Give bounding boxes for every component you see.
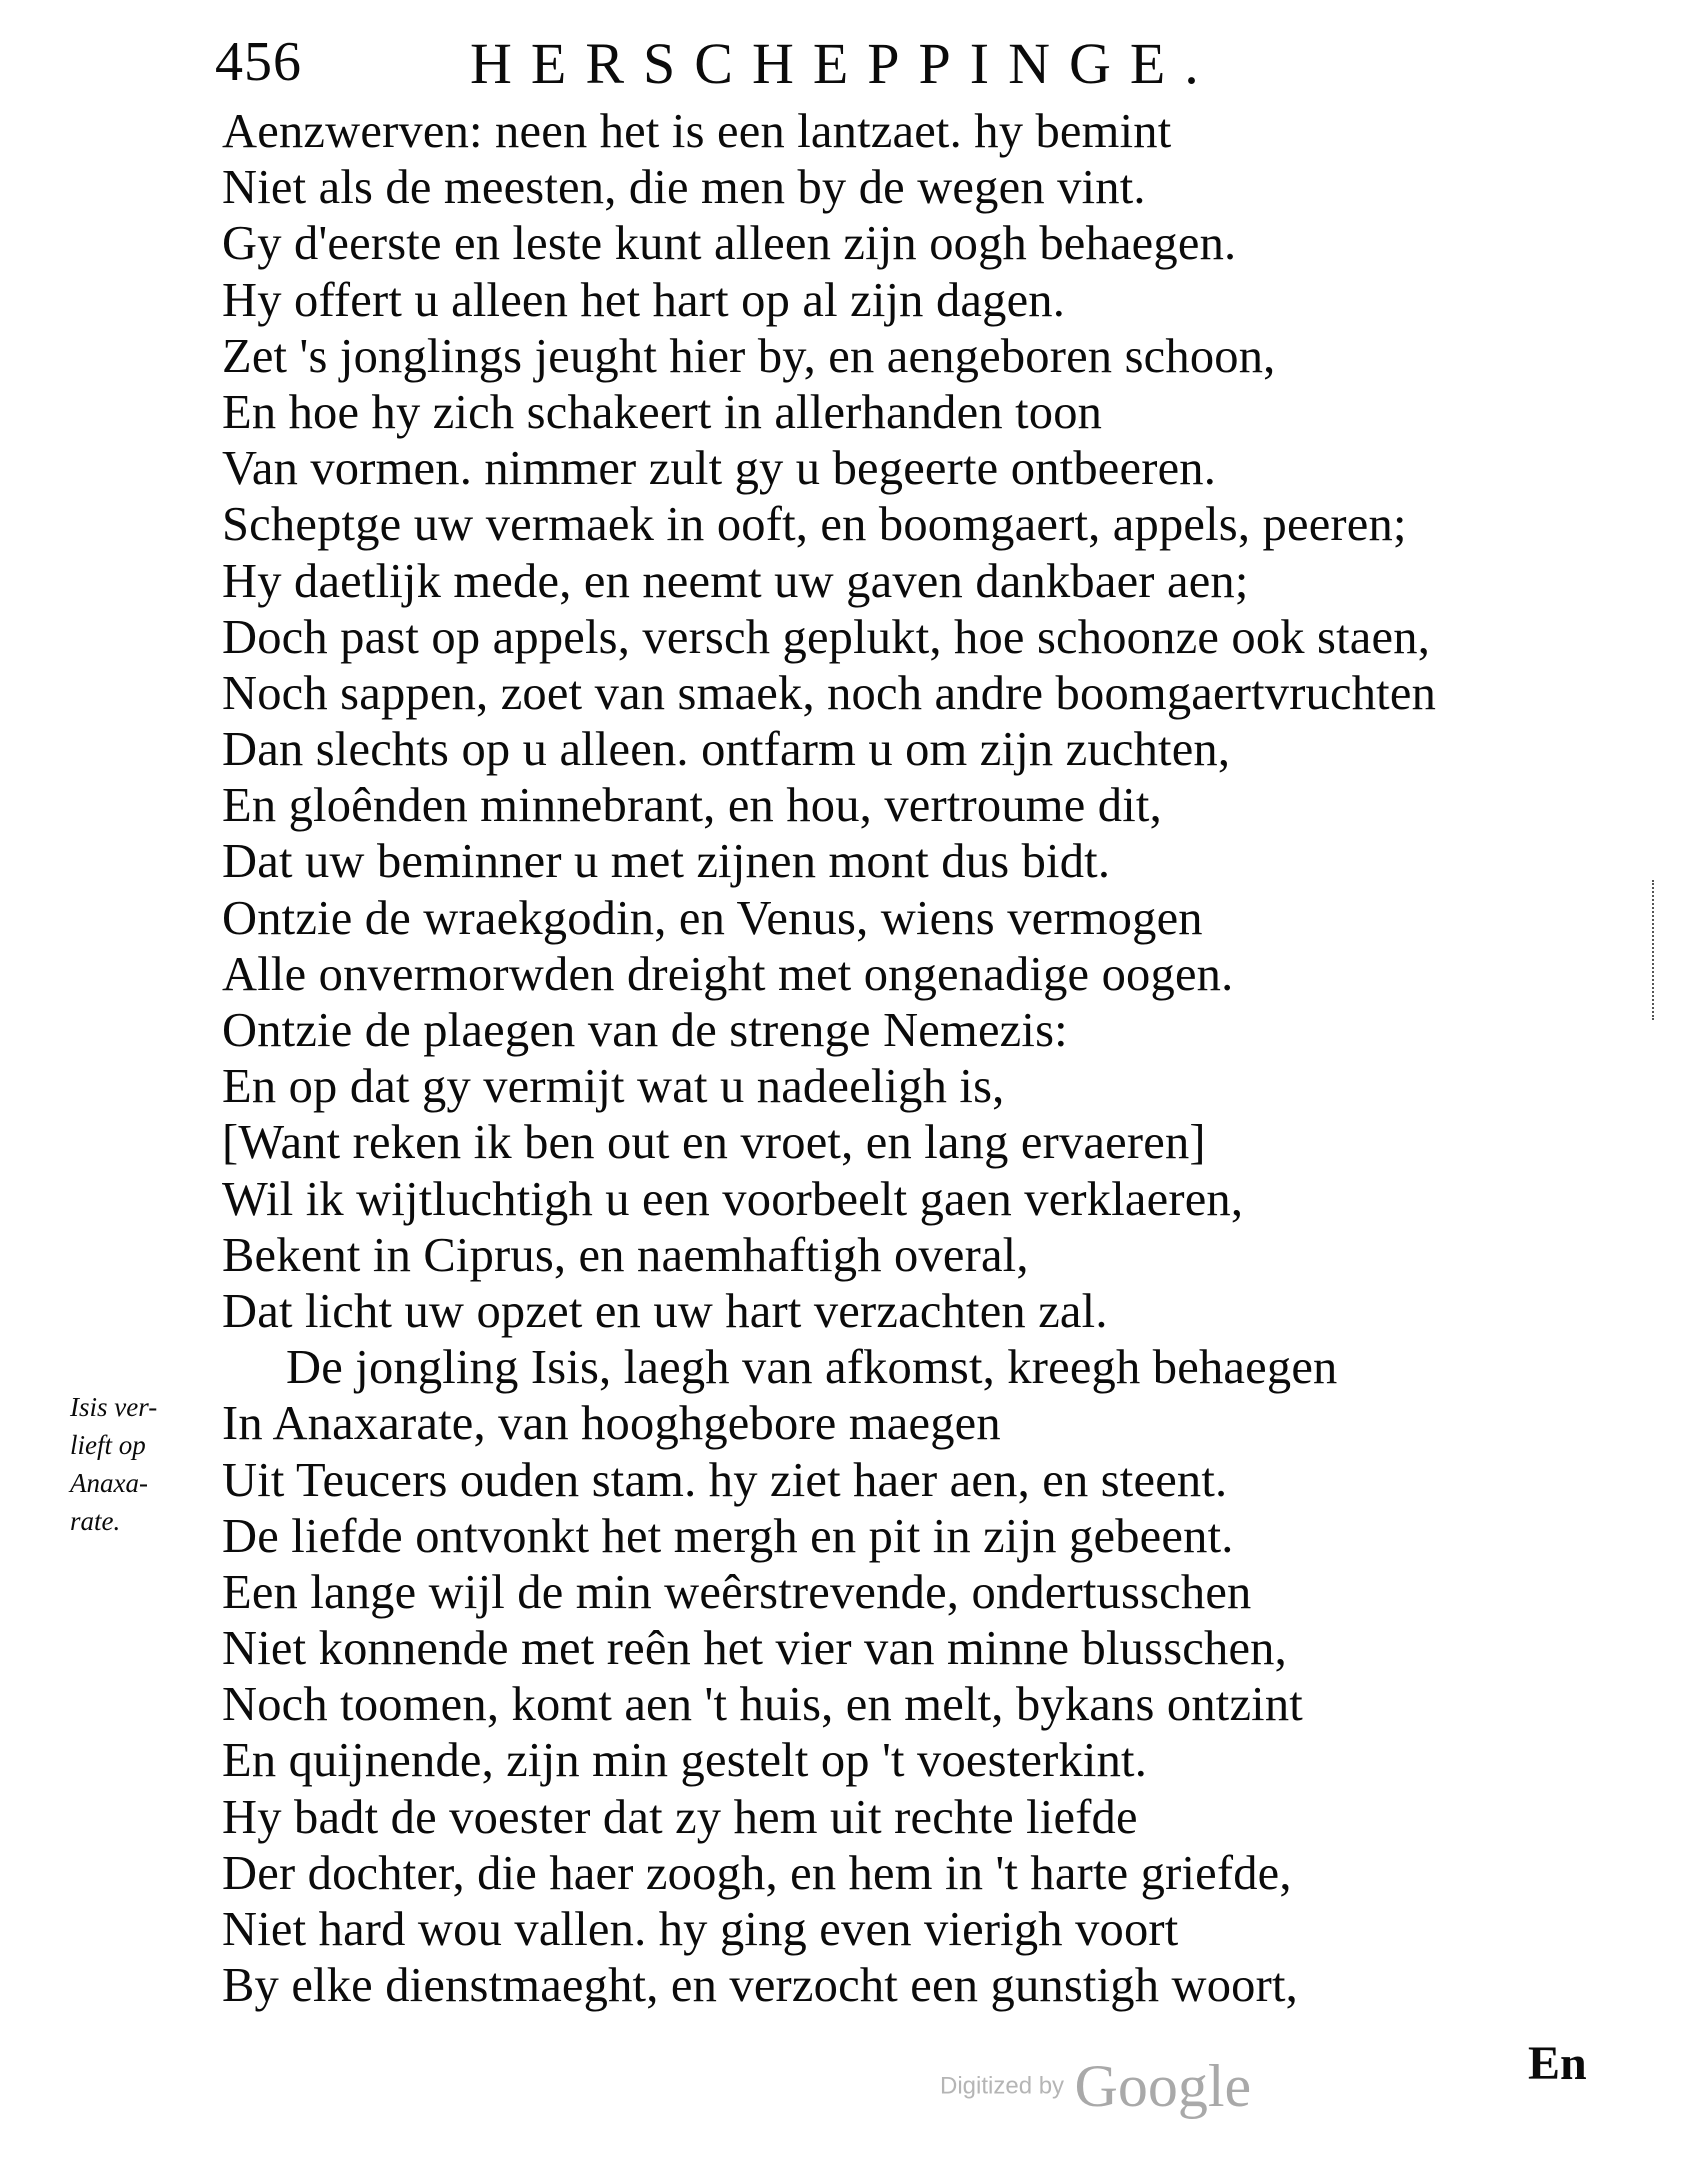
watermark-prefix: Digitized by [940, 2072, 1065, 2100]
verse-line: [Want reken ik ben out en vroet, en lang ervaeren] [222, 1116, 1206, 1170]
verse-line: En op dat gy vermijt wat u nadeeligh is, [222, 1060, 1005, 1114]
verse-line: Hy offert u alleen het hart op al zijn dagen. [222, 273, 1066, 327]
verse-line: Zet 's jonglings jeught hier by, en aengeboren schoon, [222, 329, 1276, 383]
verse-line: Hy badt de voester dat zy hem uit rechte liefde [222, 1790, 1138, 1844]
margin-note-line: lieft op [70, 1430, 146, 1460]
verse-line: Aenzwerven: neen het is een lantzaet. hy bemint [222, 105, 1172, 158]
verse-line: Gy d'eerste en leste kunt alleen zijn oogh behaegen. [222, 217, 1237, 271]
digitized-watermark [940, 2052, 1251, 2121]
margin-note-line: Isis ver- [70, 1392, 158, 1422]
verse-line: Der dochter, die haer zoogh, en hem in 't harte griefde, [222, 1846, 1292, 1900]
verse-line: By elke dienstmaeght, en verzocht een gunstigh woort, [222, 1959, 1298, 2013]
scan-specks [1652, 880, 1658, 1020]
catchword: En [1528, 2037, 1587, 2090]
verse-line: Noch toomen, komt aen 't huis, en melt, bykans ontzint [222, 1678, 1303, 1732]
verse-line: De liefde ontvonkt het mergh en pit in zijn gebeent. [222, 1509, 1234, 1563]
verse-line: Uit Teucers ouden stam. hy ziet haer aen, en steent. [222, 1453, 1228, 1507]
page-header [215, 30, 1365, 100]
watermark-brand: Google [1074, 2053, 1252, 2119]
page-number: 456 [215, 31, 302, 93]
verse-line: En hoe hy zich schakeert in allerhanden toon [222, 385, 1103, 439]
verse-line: Ontzie de wraekgodin, en Venus, wiens vermogen [222, 891, 1203, 945]
margin-note [70, 1388, 210, 1540]
margin-note-line: Anaxa- [70, 1468, 148, 1498]
margin-note-line: rate. [70, 1506, 121, 1536]
verse-line: Wil ik wijtluchtigh u een voorbeelt gaen verklaeren, [222, 1172, 1244, 1226]
verse-line: Ontzie de plaegen van de strenge Nemezis: [222, 1004, 1068, 1057]
verse-line: Doch past op appels, versch geplukt, hoe schoonze ook staen, [222, 610, 1431, 664]
verse-line: Bekent in Ciprus, en naemhaftigh overal, [222, 1228, 1029, 1282]
verse-line: Alle onvermorwden dreight met ongenadige oogen. [222, 947, 1234, 1001]
verse-line: De jongling Isis, laegh van afkomst, kreegh behaegen [286, 1341, 1338, 1395]
verse-line: Hy daetlijk mede, en neemt uw gaven dankbaer aen; [222, 554, 1249, 608]
verse-text [222, 104, 1622, 2014]
verse-line: En quijnende, zijn min gestelt op 't voesterkint. [222, 1734, 1148, 1788]
verse-line: Van vormen. nimmer zult gy u begeerte ontbeeren. [222, 442, 1217, 496]
verse-line: Niet konnende met reên het vier van minne blusschen, [222, 1622, 1287, 1676]
verse-line: Scheptge uw vermaek in ooft, en boomgaert, appels, peeren; [222, 498, 1407, 552]
verse-line: Dat licht uw opzet en uw hart verzachten zal. [222, 1284, 1108, 1338]
verse-line: Noch sappen, zoet van smaek, noch andre boomgaertvruchten [222, 666, 1437, 720]
verse-line: In Anaxarate, van hooghgebore maegen [222, 1397, 1001, 1451]
verse-line: Niet als de meesten, die men by de wegen vint. [222, 161, 1146, 215]
verse-line: Dan slechts op u alleen. ontfarm u om zijn zuchten, [222, 723, 1231, 777]
verse-line: Dat uw beminner u met zijnen mont dus bidt. [222, 835, 1111, 889]
running-head: HERSCHEPPINGE. [470, 31, 1218, 96]
verse-line: Een lange wijl de min weêrstrevende, ondertusschen [222, 1565, 1252, 1619]
verse-line: En gloênden minnebrant, en hou, vertroume dit, [222, 779, 1162, 833]
verse-line: Niet hard wou vallen. hy ging even vierigh voort [222, 1903, 1179, 1956]
